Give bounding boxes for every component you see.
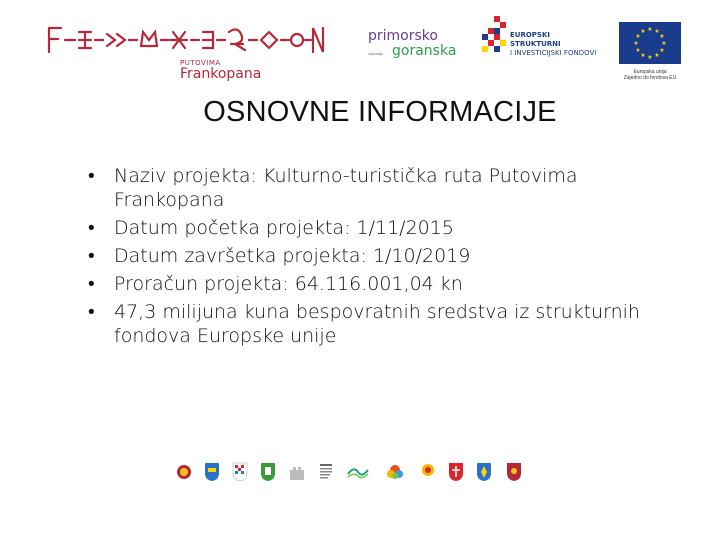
coat-of-arms-icon [476,462,492,482]
putovima-frankopana-logo [45,22,325,82]
pgz-line1: primorsko [368,28,438,44]
svg-text:★: ★ [659,47,665,54]
partner-logos-row [170,462,540,492]
castle-icon [288,462,306,482]
esi-funds-logo [478,16,603,58]
coat-of-arms-icon [506,462,522,482]
slide-title: OSNOVNE INFORMACIJE [203,96,557,128]
list-item-text: Proračun projekta: 64.116.001,04 kn [114,273,463,295]
partner-logo [260,462,276,487]
esi-line2: I INVESTICIJSKI FONDOVI [510,49,597,57]
coat-of-arms-icon [448,462,464,482]
partner-logo [204,462,220,487]
coat-of-arms-icon [204,462,220,482]
coat-of-arms-icon [232,462,248,482]
bullet-icon: • [88,245,95,267]
esi-line1: EUROPSKI STRUKTURNI [510,31,561,48]
svg-text:★: ★ [654,28,660,35]
list-item-text: Datum početka projekta: 1/11/2015 [114,217,454,239]
partner-logo [346,462,370,487]
partner-logo [288,462,306,487]
partner-logo [476,462,492,487]
list-item [88,300,668,348]
list-item [88,216,668,240]
frankopan-big-label: Frankopana [180,66,262,82]
svg-text:★: ★ [633,40,639,47]
bullet-icon: • [88,273,95,295]
esi-funds-text [510,31,603,58]
wave-logo-icon [346,462,370,482]
coat-of-arms-icon [176,462,192,482]
svg-text:★: ★ [647,54,653,61]
frankopan-small-label: PUTOVIMA [180,59,221,67]
list-item [88,244,668,268]
pgz-line2: goranska [392,43,457,59]
bullet-icon: • [88,217,95,239]
list-item-text: Naziv projekta: Kulturno-turistička ruta Putovima Frankopana [114,165,578,211]
partner-logo [232,462,248,487]
svg-text:★: ★ [640,52,646,59]
info-list [88,164,668,352]
list-item [88,164,668,212]
eu-flag-icon [619,22,681,64]
bullet-icon: • [88,165,95,187]
partner-logo [506,462,522,487]
svg-text:★: ★ [640,28,646,35]
svg-text:★: ★ [635,33,641,40]
svg-text:★: ★ [661,40,667,47]
partner-logo [318,462,334,489]
croatian-checkerboard-icon [478,16,508,58]
list-item-text: Datum završetka projekta: 1/10/2019 [114,245,471,267]
sun-logo-icon [420,462,436,482]
partner-logo [384,462,406,489]
svg-text:★: ★ [654,52,660,59]
bullet-icon: • [88,301,95,323]
partner-logo [448,462,464,487]
partner-logo [420,462,436,487]
text-logo-icon [318,462,334,484]
frankopan-subtitle [180,59,261,81]
frankopan-glagolitic-glyphs-icon [45,22,325,58]
svg-text:★: ★ [647,26,653,33]
partner-logo [176,462,192,487]
svg-text:★: ★ [659,33,665,40]
coat-of-arms-icon [260,462,276,482]
list-item [88,272,668,296]
primorsko-goranska-logo [366,28,456,62]
list-item-text: 47,3 milijuna kuna bespovratnih sredstva iz strukturnih fondova Europske unije [114,301,640,347]
eu-logo [619,22,681,80]
pgz-tiny-label: županija [368,51,383,56]
svg-text:★: ★ [635,47,641,54]
flower-logo-icon [384,462,406,484]
eu-caption: Europska unija Zajedno do fondova EU [623,69,677,81]
